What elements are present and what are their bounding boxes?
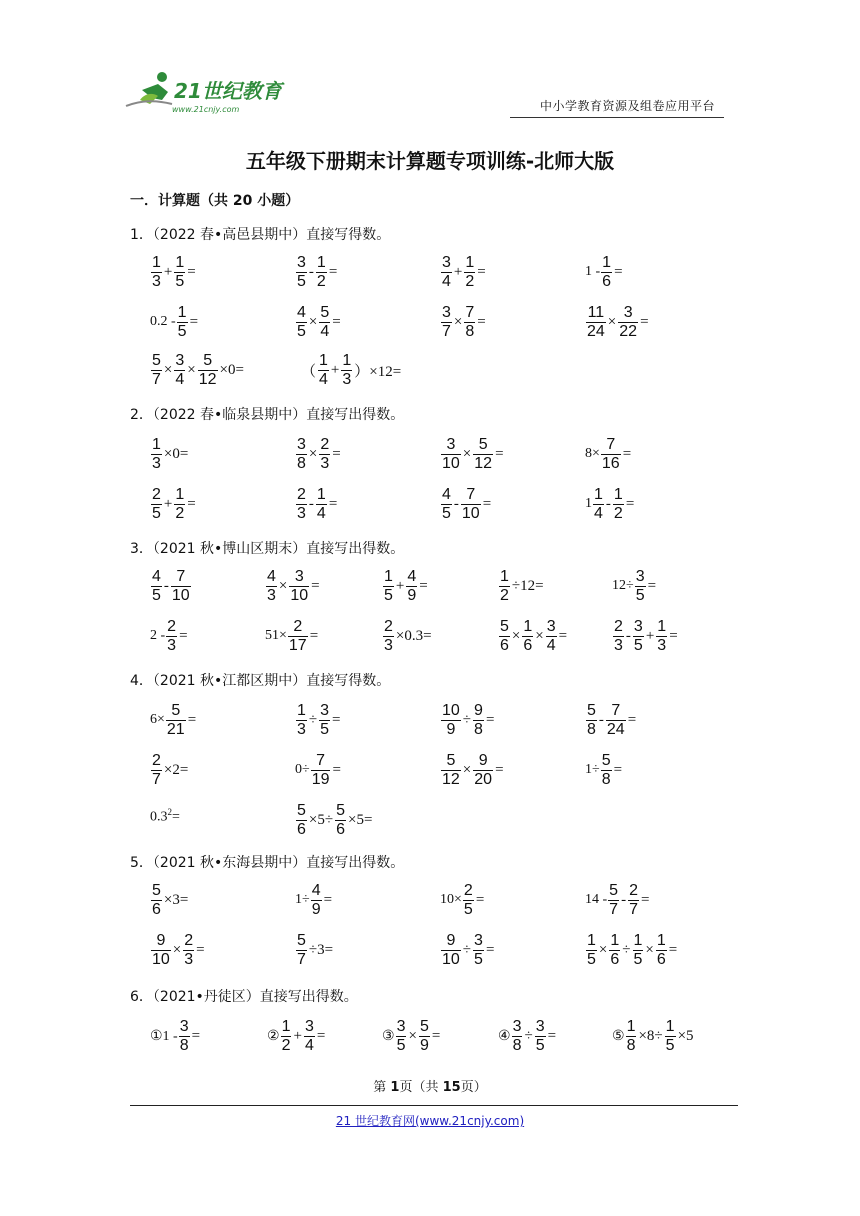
- expr: ④ 3 8 ÷ 3 5 =: [498, 1017, 557, 1054]
- expr: 2 5 + 1 2 =: [152, 485, 196, 522]
- expr: 5 7 ÷3=: [297, 931, 334, 968]
- expr: 9 10 × 2 3 =: [152, 931, 205, 968]
- expr: 3 7 × 7 8 =: [442, 303, 486, 340]
- expr: 1 3 ÷ 3 5 =: [297, 701, 341, 738]
- expr: 10 9 ÷ 9 8 =: [442, 701, 495, 738]
- expr: 3 8 × 2 3 =: [297, 435, 341, 472]
- expr: 1÷ 5 8 =: [585, 751, 623, 788]
- expr: 1 3 + 1 5 =: [152, 253, 196, 290]
- expr: 2 3 - 1 4 =: [297, 485, 338, 522]
- header-divider: [510, 117, 724, 118]
- expr: 3 4 + 1 2 =: [442, 253, 486, 290]
- expr: 5 6 × 1 6 × 3 4 =: [500, 617, 568, 654]
- expr: 1÷ 4 9 =: [295, 881, 333, 918]
- expr: ①1 - 3 8 =: [150, 1017, 201, 1054]
- question-5-label: 5．（2021 秋•东海县期中）直接写出得数。: [130, 855, 405, 871]
- expr: 1 2 ÷12=: [500, 567, 544, 604]
- expr: 5 7 × 3 4 × 5 12 ×0=: [152, 351, 244, 388]
- footer-divider: [130, 1105, 738, 1106]
- expr: 14 - 5 7 - 2 7 =: [585, 881, 650, 918]
- expr: 4 5 × 5 4 =: [297, 303, 341, 340]
- question-4-label: 4．（2021 秋•江都区期中）直接写得数。: [130, 673, 391, 689]
- question-1-label: 1．（2022 春•高邑县期中）直接写得数。: [130, 227, 391, 243]
- footer-link[interactable]: 21 世纪教育网(www.21cnjy.com): [335, 1114, 525, 1128]
- expr: 5 8 - 7 24 =: [587, 701, 637, 738]
- expr: 9 10 ÷ 3 5 =: [442, 931, 495, 968]
- expr: 2 3 - 3 5 + 1 3 =: [614, 617, 678, 654]
- expr: 0÷ 7 19 =: [295, 751, 341, 788]
- expr: 11 24 × 3 22 =: [587, 303, 649, 340]
- expr: 1 5 + 4 9 =: [384, 567, 428, 604]
- section-heading: 一．计算题（共 20 小题）: [130, 193, 300, 209]
- expr: 4 3 × 3 10 =: [267, 567, 320, 604]
- expr: 4 5 - 7 10 =: [442, 485, 492, 522]
- expr: ③ 3 5 × 5 9 =: [382, 1017, 441, 1054]
- expr: 1 1 4 - 1 2 =: [585, 485, 635, 522]
- expr: $0.3^2=$: [150, 806, 180, 825]
- logo: [122, 70, 292, 116]
- platform-name: 中小学教育资源及组卷应用平台: [540, 99, 716, 113]
- expr: 4 5 - 7 10: [152, 567, 190, 604]
- expr: （ 1 4 + 1 3 ）×12=: [301, 351, 402, 388]
- expr: 6× 5 21 =: [150, 701, 197, 738]
- expr: 1 5 × 1 6 ÷ 1 5 × 1 6 =: [587, 931, 678, 968]
- expr: 3 5 - 1 2 =: [297, 253, 338, 290]
- expr: 5 6 ×3=: [152, 881, 189, 918]
- expr: ⑤ 1 8 ×8÷ 1 5 ×5: [612, 1017, 694, 1054]
- expr: 8× 7 16 =: [585, 435, 632, 472]
- logo-url: www.21cnjy.com: [172, 105, 240, 114]
- expr: 2 7 ×2=: [152, 751, 189, 788]
- expr: 5 12 × 9 20 =: [442, 751, 504, 788]
- expr: 1 3 ×0=: [152, 435, 189, 472]
- expr: 10× 2 5 =: [440, 881, 485, 918]
- expr: 3 10 × 5 12 =: [442, 435, 504, 472]
- expr: 2 - 2 3 =: [150, 617, 188, 654]
- question-6-label: 6．（2021•丹徒区）直接写出得数。: [130, 989, 358, 1005]
- expr: 2 3 ×0.3=: [384, 617, 432, 654]
- expr: 0.2 - 1 5 =: [150, 303, 199, 340]
- expr: 5 6 ×5÷ 5 6 ×5=: [297, 801, 373, 838]
- expr: ② 1 2 + 3 4 =: [267, 1017, 326, 1054]
- expr: 1 - 1 6 =: [585, 253, 623, 290]
- question-3-label: 3．（2021 秋•博山区期末）直接写出得数。: [130, 541, 405, 557]
- expr: 12÷ 3 5 =: [612, 567, 657, 604]
- logo-text: 21世纪教育: [174, 79, 282, 103]
- question-2-label: 2．（2022 春•临泉县期中）直接写出得数。: [130, 407, 405, 423]
- page-title: 五年级下册期末计算题专项训练-北师大版: [245, 149, 615, 173]
- page-number: 第 1页（共 15页）: [373, 1080, 487, 1095]
- expr: 51× 2 17 =: [265, 617, 319, 654]
